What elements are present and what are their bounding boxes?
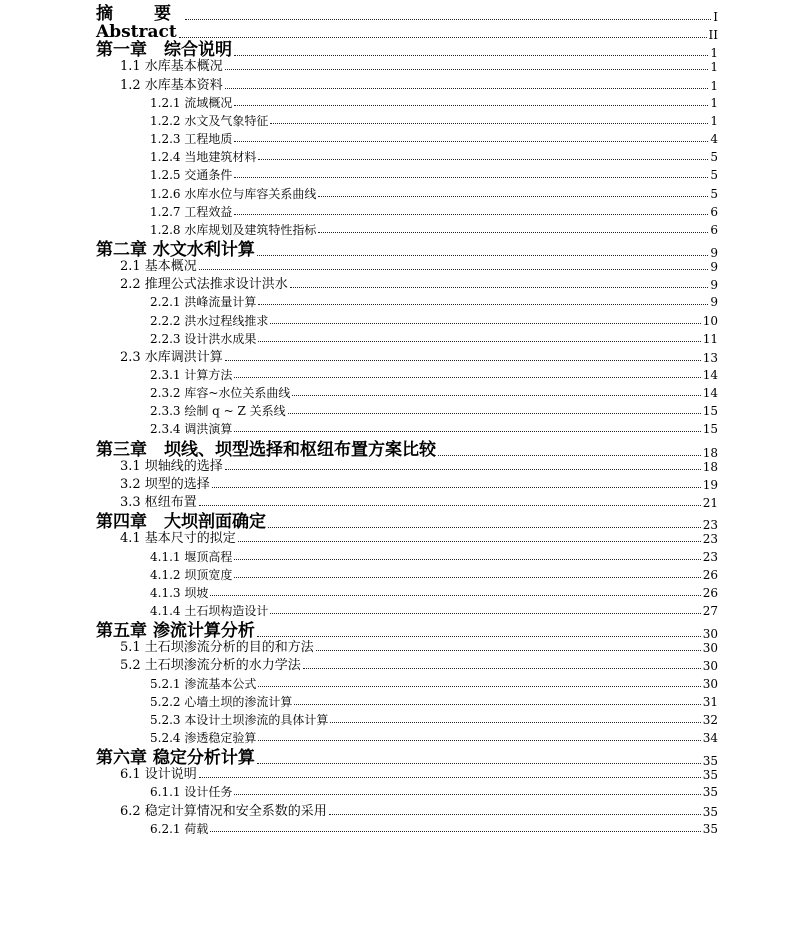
toc-entry[interactable] bbox=[150, 151, 718, 163]
toc-entry[interactable] bbox=[150, 569, 718, 581]
toc-entry-title: 2.1 基本概况 bbox=[120, 259, 197, 275]
toc-entry-title: 2.2.3 设计洪水成果 bbox=[150, 331, 257, 346]
toc-entry-title: 3.1 坝轴线的选择 bbox=[120, 458, 223, 474]
toc-entry-page: 14 bbox=[702, 368, 718, 382]
toc-entry-page: 15 bbox=[702, 422, 718, 437]
toc-entry-title: 3.2 坝型的选择 bbox=[120, 476, 210, 492]
toc-entry-title: 5.2.4 渗透稳定验算 bbox=[150, 731, 257, 745]
dot-leader bbox=[258, 686, 700, 687]
toc-entry-title: 1.1 水库基本概况 bbox=[120, 59, 223, 75]
toc-entry-title: 第五章 渗流计算分析 bbox=[96, 621, 255, 642]
toc-entry[interactable] bbox=[150, 387, 718, 399]
dot-leader bbox=[257, 763, 701, 764]
toc-entry-title: 1.2.6 水库水位与库容关系曲线 bbox=[150, 186, 317, 201]
toc-entry-title: 2.3.4 调洪演算 bbox=[150, 422, 233, 437]
dot-leader bbox=[199, 777, 701, 778]
toc-entry-page: 30 bbox=[702, 659, 718, 674]
toc-entry-title: 4.1.4 土石坝构造设计 bbox=[150, 603, 269, 618]
toc-entry-title: 2.3.1 计算方法 bbox=[150, 368, 233, 382]
toc-entry[interactable] bbox=[96, 24, 718, 41]
toc-entry[interactable] bbox=[150, 786, 718, 798]
toc-entry-page: 18 bbox=[702, 445, 718, 460]
toc-entry-page: 35 bbox=[702, 754, 718, 769]
toc-entry[interactable] bbox=[120, 478, 718, 491]
dot-leader bbox=[268, 527, 701, 528]
toc-entry-page: 30 bbox=[702, 676, 718, 691]
toc-entry-title: 1.2.7 工程效益 bbox=[150, 204, 233, 219]
toc-entry[interactable] bbox=[150, 732, 718, 744]
dot-leader bbox=[329, 814, 701, 815]
dot-leader bbox=[179, 37, 707, 38]
toc-entry[interactable] bbox=[150, 823, 718, 835]
toc-entry-page: 5 bbox=[710, 168, 718, 183]
toc-entry-title: 1.2.1 流域概况 bbox=[150, 95, 233, 110]
toc-entry[interactable] bbox=[96, 439, 718, 460]
toc-entry[interactable] bbox=[150, 115, 718, 127]
dot-leader bbox=[234, 559, 700, 560]
dot-leader bbox=[199, 505, 701, 506]
dot-leader bbox=[288, 413, 701, 414]
toc-entry[interactable] bbox=[120, 260, 718, 273]
toc-entry-page: 35 bbox=[702, 785, 718, 800]
toc-entry-title: 1.2.8 水库规划及建筑特性指标 bbox=[150, 222, 317, 237]
dot-leader bbox=[258, 304, 708, 305]
toc-entry-title: 2.3 水库调洪计算 bbox=[120, 349, 223, 365]
toc-entry-page: 18 bbox=[702, 459, 718, 474]
toc-entry-page: 1 bbox=[710, 78, 718, 93]
toc-entry-page: 27 bbox=[702, 603, 718, 618]
toc-entry[interactable] bbox=[96, 750, 718, 767]
dot-leader bbox=[210, 595, 700, 596]
toc-entry-title: 1.2.2 水文及气象特征 bbox=[150, 113, 269, 128]
toc-entry-title: 3.3 枢纽布置 bbox=[120, 495, 197, 511]
dot-leader bbox=[258, 740, 700, 741]
dot-leader bbox=[238, 541, 701, 542]
toc-entry-title: 2.2 推理公式法推求设计洪水 bbox=[120, 277, 288, 293]
toc-entry[interactable] bbox=[150, 133, 718, 145]
toc-entry-page: 5 bbox=[710, 186, 718, 201]
toc-entry-page: 31 bbox=[702, 694, 718, 709]
toc-entry-title: 1.2.5 交通条件 bbox=[150, 168, 233, 183]
dot-leader bbox=[270, 123, 708, 124]
toc-entry-title: 6.2 稳定计算情况和安全系数的采用 bbox=[120, 803, 327, 819]
toc-entry-page: 15 bbox=[702, 404, 718, 419]
toc-entry-title: 5.2.3 本设计土坝渗流的具体计算 bbox=[150, 712, 329, 727]
toc-entry[interactable] bbox=[120, 351, 718, 364]
dot-leader bbox=[290, 287, 709, 288]
toc-entry-title: 6.1 设计说明 bbox=[120, 767, 197, 783]
toc-entry[interactable] bbox=[150, 296, 718, 308]
toc-entry-title: 2.2.1 洪峰流量计算 bbox=[150, 295, 257, 310]
toc-entry[interactable] bbox=[150, 678, 718, 690]
dot-leader bbox=[234, 431, 700, 432]
toc-entry[interactable] bbox=[150, 206, 718, 218]
toc-entry-title: 第一章 综合说明 bbox=[96, 40, 232, 61]
toc-entry-page: 1 bbox=[710, 60, 718, 75]
toc-entry-title: 1.2.4 当地建筑材料 bbox=[150, 150, 257, 165]
dot-leader bbox=[258, 341, 700, 342]
toc-entry[interactable] bbox=[150, 605, 718, 617]
toc-entry-title: 第四章 大坝剖面确定 bbox=[96, 512, 266, 533]
dot-leader bbox=[258, 159, 708, 160]
toc-entry[interactable] bbox=[120, 532, 718, 545]
dot-leader bbox=[294, 704, 700, 705]
toc-entry-title: 5.2.2 心墙土坝的渗流计算 bbox=[150, 694, 293, 709]
dot-leader bbox=[234, 55, 708, 56]
toc-entry-page: 1 bbox=[710, 95, 718, 110]
toc-entry-page: 23 bbox=[702, 532, 718, 547]
toc-entry[interactable] bbox=[96, 623, 718, 640]
dot-leader bbox=[225, 69, 709, 70]
toc-entry[interactable] bbox=[120, 768, 718, 781]
dot-leader bbox=[234, 377, 700, 378]
dot-leader bbox=[234, 105, 708, 106]
dot-leader bbox=[257, 255, 708, 256]
toc-entry-page: 34 bbox=[702, 731, 718, 745]
toc-entry-title: 4.1.3 坝坡 bbox=[150, 585, 209, 600]
toc-entry-page: 30 bbox=[702, 627, 718, 642]
toc-entry[interactable] bbox=[120, 79, 718, 92]
toc-entry-title: 2.3.3 绘制 q ~ Z 关系线 bbox=[150, 404, 286, 419]
toc-entry-page: 6 bbox=[710, 204, 718, 219]
toc-entry-page: 26 bbox=[702, 585, 718, 600]
toc-entry[interactable] bbox=[120, 641, 718, 654]
dot-leader bbox=[234, 214, 708, 215]
toc-entry-title: 1.2.3 工程地质 bbox=[150, 132, 233, 147]
toc-entry-title: 2.3.2 库容~水位关系曲线 bbox=[150, 386, 291, 401]
toc-entry-page: 5 bbox=[710, 150, 718, 165]
dot-leader bbox=[318, 232, 708, 233]
dot-leader bbox=[234, 794, 700, 795]
toc-entry[interactable] bbox=[150, 587, 718, 599]
toc-entry-page: 14 bbox=[702, 386, 718, 401]
toc-entry[interactable] bbox=[120, 60, 718, 73]
toc-entry[interactable] bbox=[150, 405, 718, 417]
toc-entry-page: 1 bbox=[710, 46, 718, 61]
toc-entry-title: Abstract bbox=[96, 22, 177, 43]
toc-entry[interactable] bbox=[120, 460, 718, 473]
toc-entry-page: 10 bbox=[702, 313, 718, 328]
toc-entry-title: 2.2.2 洪水过程线推求 bbox=[150, 313, 269, 328]
toc-entry-page: 23 bbox=[702, 549, 718, 564]
toc-entry[interactable] bbox=[120, 805, 718, 818]
toc-entry-page: I bbox=[713, 10, 718, 24]
toc-entry-title: 4.1.1 堰顶高程 bbox=[150, 549, 233, 564]
toc-entry-title: 4.1 基本尺寸的拟定 bbox=[120, 531, 236, 547]
toc-entry[interactable] bbox=[150, 551, 718, 563]
toc-entry[interactable] bbox=[150, 315, 718, 327]
toc-entry-page: 32 bbox=[702, 712, 718, 727]
toc-entry[interactable] bbox=[150, 188, 718, 200]
toc-entry[interactable] bbox=[150, 423, 718, 435]
dot-leader bbox=[210, 831, 700, 832]
dot-leader bbox=[270, 613, 700, 614]
toc-entry-page: II bbox=[708, 28, 718, 43]
toc-entry-title: 第三章 坝线、坝型选择和枢纽布置方案比较 bbox=[96, 439, 436, 460]
toc-entry-page: 21 bbox=[702, 496, 718, 511]
toc-entry[interactable] bbox=[150, 696, 718, 708]
toc-entry-title: 5.2.1 渗流基本公式 bbox=[150, 676, 257, 691]
toc-entry-page: 30 bbox=[702, 641, 718, 656]
dot-leader bbox=[292, 395, 700, 396]
toc-entry-page: 13 bbox=[702, 350, 718, 365]
toc-entry[interactable] bbox=[150, 224, 718, 236]
toc-entry[interactable] bbox=[150, 169, 718, 181]
toc-entry[interactable] bbox=[120, 496, 718, 509]
dot-leader bbox=[225, 88, 709, 89]
toc-entry-title: 4.1.2 坝顶宽度 bbox=[150, 567, 233, 582]
dot-leader bbox=[225, 360, 701, 361]
dot-leader bbox=[185, 19, 711, 20]
toc-entry-page: 19 bbox=[702, 477, 718, 492]
toc-entry-title: 第六章 稳定分析计算 bbox=[96, 748, 255, 769]
toc-entry[interactable] bbox=[150, 714, 718, 726]
dot-leader bbox=[438, 455, 701, 456]
dot-leader bbox=[316, 650, 701, 651]
toc-entry-page: 23 bbox=[702, 518, 718, 533]
toc-entry[interactable] bbox=[120, 278, 718, 291]
toc-entry-title: 1.2 水库基本资料 bbox=[120, 77, 223, 93]
toc-entry-page: 9 bbox=[710, 295, 718, 310]
toc-entry-page: 35 bbox=[702, 768, 718, 783]
toc-entry-page: 11 bbox=[702, 331, 718, 346]
dot-leader bbox=[212, 487, 701, 488]
toc-entry-page: 9 bbox=[710, 278, 718, 293]
toc-entry-page: 1 bbox=[710, 113, 718, 128]
toc-entry[interactable] bbox=[96, 514, 718, 531]
toc-entry-page: 9 bbox=[710, 260, 718, 275]
toc-entry[interactable] bbox=[96, 42, 718, 59]
dot-leader bbox=[270, 323, 700, 324]
dot-leader bbox=[199, 269, 709, 270]
dot-leader bbox=[318, 196, 708, 197]
dot-leader bbox=[234, 177, 708, 178]
dot-leader bbox=[303, 668, 701, 669]
dot-leader bbox=[330, 722, 700, 723]
toc-entry-title: 5.2 土石坝渗流分析的水力学法 bbox=[120, 658, 301, 674]
toc-entry-title: 第二章 水文水利计算 bbox=[96, 239, 255, 260]
toc-entry[interactable] bbox=[120, 659, 718, 672]
dot-leader bbox=[234, 577, 700, 578]
toc-entry-page: 4 bbox=[710, 132, 718, 147]
toc-entry-title: 摘 要 bbox=[96, 4, 183, 24]
toc-entry-title: 5.1 土石坝渗流分析的目的和方法 bbox=[120, 640, 314, 656]
toc-entry-title: 6.2.1 荷载 bbox=[150, 821, 209, 836]
toc-entry-page: 26 bbox=[702, 567, 718, 582]
toc-entry[interactable] bbox=[150, 333, 718, 345]
toc-entry-page: 35 bbox=[702, 804, 718, 819]
dot-leader bbox=[234, 141, 708, 142]
toc-entry-title: 6.1.1 设计任务 bbox=[150, 785, 233, 800]
toc-entry-page: 9 bbox=[710, 245, 718, 260]
dot-leader bbox=[257, 636, 701, 637]
toc-entry[interactable] bbox=[150, 369, 718, 381]
dot-leader bbox=[225, 469, 701, 470]
toc-entry[interactable] bbox=[96, 6, 718, 23]
toc-entry[interactable] bbox=[96, 239, 718, 260]
toc-entry[interactable] bbox=[150, 97, 718, 109]
toc-entry-page: 6 bbox=[710, 222, 718, 237]
toc-entry-page: 35 bbox=[702, 821, 718, 836]
